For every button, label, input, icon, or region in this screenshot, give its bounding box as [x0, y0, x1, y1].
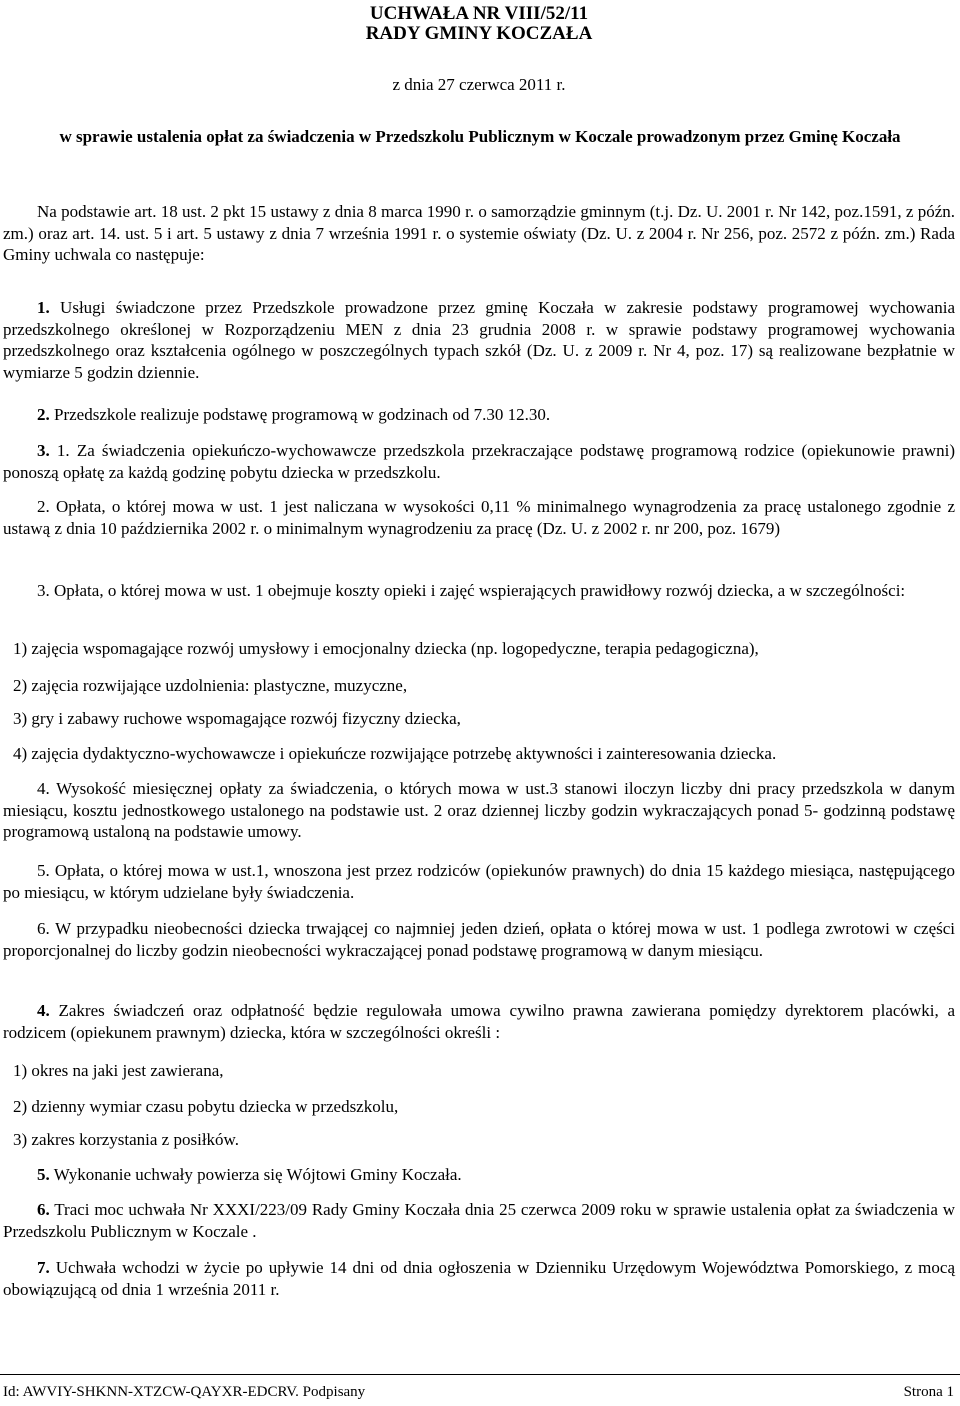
paragraph-1 [3, 297, 955, 384]
point-text: 4. Wysokość miesięcznej opłaty za świadczenia, o których mowa w ust.3 stanowi iloczyn liczby dni pracy przedszkola w danym miesiącu, kosztu jednostkowego ustalonego na podstawie ust. 2 oraz dziennej liczby godzin wykraczających ponad 5- godzinną podstawę programową ustaloną na podstawie umowy. [3, 779, 955, 842]
paragraph-3-point-6 [3, 918, 955, 961]
paragraph-number: 5. [37, 1165, 50, 1184]
resolution-number: UCHWAŁA NR VIII/52/11 [369, 3, 589, 24]
list-item-text: 1) okres na jaki jest zawierana, [13, 1061, 224, 1080]
paragraph-3-point-4 [3, 778, 955, 843]
resolution-date: z dnia 27 czerwca 2011 r. [392, 75, 566, 94]
list-item-text: 2) zajęcia rozwijające uzdolnienia: plastyczne, muzyczne, [13, 676, 408, 695]
paragraph-text: Zakres świadczeń oraz odpłatność będzie regulowała umowa cywilno prawna zawierana pomiędzy dyrektorem placówki, a rodzicem (opiekunem prawnym) dziecka, która w szczególności określi : [3, 1001, 955, 1042]
footer-divider [0, 1374, 960, 1375]
page-number: Strona 1 [903, 1384, 954, 1400]
list-item [3, 708, 955, 730]
list-item-text: 2) dzienny wymiar czasu pobytu dziecka w przedszkolu, [13, 1097, 399, 1116]
paragraph-number: 4. [37, 1001, 50, 1020]
list-item [3, 675, 955, 697]
paragraph-4 [3, 1000, 955, 1043]
paragraph-3-point-5 [3, 860, 955, 903]
paragraph-number: 7. [37, 1258, 50, 1277]
list-item [3, 1060, 955, 1082]
list-item [3, 638, 955, 660]
paragraph-7 [3, 1257, 955, 1300]
preamble: Na podstawie art. 18 ust. 2 pkt 15 ustawy z dnia 8 marca 1990 r. o samorządzie gminnym (t.j. Dz. U. 2001 r. Nr 142, poz.1591, z późn. zm.) oraz art. 14. ust. 5 i art. 5 ustawy z dnia 7 września 1991 r. o systemie oświaty (Dz. U. z 2004 r. Nr 256, poz. 2572 z późn. zm.) Rada Gminy uchwala co następuje: [3, 202, 955, 265]
list-item-text: 3) gry i zabawy ruchowe wspomagające rozwój fizyczny dziecka, [13, 709, 461, 728]
point-text: 2. Opłata, o której mowa w ust. 1 jest naliczana w wysokości 0,11 % minimalnego wynagrodzenia za pracę ustalonego zgodnie z ustawą z dnia 10 października 2002 r. o minimalnym wynagrodzeniu za pracę (Dz. U. z 2002 r. nr 200, poz. 1679) [3, 497, 955, 538]
paragraph-number: 6. [37, 1200, 50, 1219]
paragraph-text: 1. Za świadczenia opiekuńczo-wychowawcze przedszkola przekraczające podstawę programową rodzice (opiekunowie prawni) ponoszą opłatę za każdą godzinę pobytu dziecka w przedszkolu. [3, 441, 955, 482]
list-item-text: 3) zakres korzystania z posiłków. [13, 1130, 239, 1149]
list-item-text: 4) zajęcia dydaktyczno-wychowawcze i opiekuńcze rozwijające potrzebę aktywności i zainteresowania dziecka. [13, 744, 777, 763]
paragraph-6 [3, 1199, 955, 1242]
point-text: 5. Opłata, o której mowa w ust.1, wnoszona jest przez rodziców (opiekunów prawnych) do dnia 15 każdego miesiąca, następującego po miesiącu, w którym udzielane były świadczenia. [3, 861, 955, 902]
paragraph-2 [3, 404, 955, 426]
paragraph-3-point-2 [3, 496, 955, 539]
council-name: RADY GMINY KOCZAŁA [365, 23, 593, 44]
paragraph-text: Przedszkole realizuje podstawę programową w godzinach od 7.30 12.30. [49, 405, 551, 424]
preamble-block [3, 201, 955, 266]
paragraph-text: Uchwała wchodzi w życie po upływie 14 dni od dnia ogłoszenia w Dzienniku Urzędowym Województwa Pomorskiego, z mocą obowiązującą od dnia 1 września 2011 r. [3, 1258, 955, 1299]
paragraph-5 [3, 1164, 955, 1186]
paragraph-text: Traci moc uchwała Nr XXXI/223/09 Rady Gminy Koczała dnia 25 czerwca 2009 roku w sprawie ustalenia opłat za świadczenia w Przedszkolu Publicznym w Koczale . [3, 1200, 955, 1241]
list-item [3, 1096, 955, 1118]
resolution-subject: w sprawie ustalenia opłat za świadczenia w Przedszkolu Publicznym w Koczale prowadzonym przez Gminę Koczała [59, 127, 901, 146]
list-item-text: 1) zajęcia wspomagające rozwój umysłowy i emocjonalny dziecka (np. logopedyczne, terapia pedagogiczna), [13, 639, 759, 658]
paragraph-text: Usługi świadczone przez Przedszkole prowadzone przez gminę Koczała w zakresie podstawy programowej wychowania przedszkolnego określonej w Rozporządzeniu MEN z dnia 23 grudnia 2008 r. w sprawie podstawy programowej wychowania przedszkolnego oraz kształcenia ogólnego w poszczególnych typach szkół (Dz. U. z 2009 r. Nr 4, poz. 17) są realizowane bezpłatnie w wymiarze 5 godzin dziennie. [3, 298, 955, 383]
paragraph-text: Wykonanie uchwały powierza się Wójtowi Gminy Koczała. [49, 1165, 462, 1184]
paragraph-number: 1. [37, 298, 50, 317]
point-text: 3. Opłata, o której mowa w ust. 1 obejmuje koszty opieki i zajęć wspierających prawidłowy rozwój dziecka, a w szczególności: [37, 581, 906, 600]
list-item [3, 1129, 955, 1151]
paragraph-3-point-3 [3, 580, 955, 602]
point-text: 6. W przypadku nieobecności dziecka trwającej co najmniej jeden dzień, opłata o której mowa w ust. 1 podlega zwrotowi w części proporcjonalnej do liczby godzin nieobecności wykraczającej ponad podstawę programową w danym miesiącu. [3, 919, 955, 960]
document-id: Id: AWVIY-SHKNN-XTZCW-QAYXR-EDCRV. Podpisany [3, 1384, 366, 1400]
paragraph-number: 3. [37, 441, 50, 460]
paragraph-number: 2. [37, 405, 50, 424]
paragraph-3 [3, 440, 955, 483]
list-item [3, 743, 955, 765]
